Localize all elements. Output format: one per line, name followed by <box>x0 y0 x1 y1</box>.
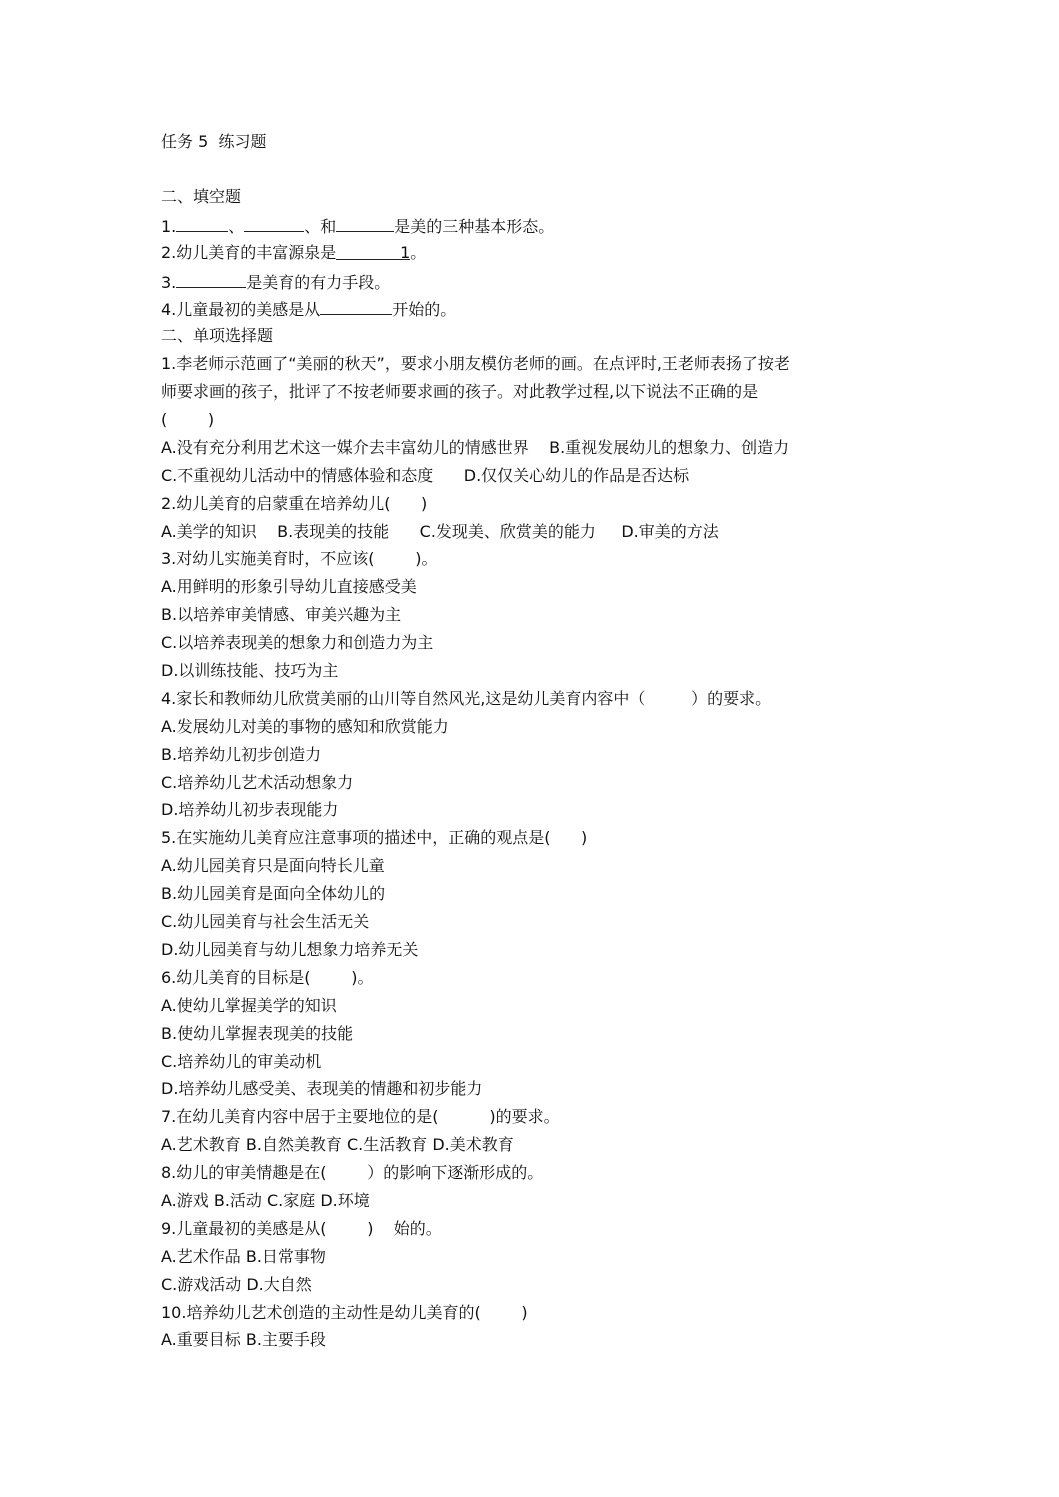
question-line: A.幼儿园美育只是面向特长儿童 <box>161 856 385 876</box>
fill-question-1 <box>161 211 921 239</box>
fill-q4-end: 开始的。 <box>392 300 457 320</box>
fill-question-4 <box>161 294 921 322</box>
question-line: 6.幼儿美育的目标是( )。 <box>161 967 374 987</box>
fill-question-3 <box>161 267 921 295</box>
document-page <box>161 128 921 1354</box>
question-line: C.以培养表现美的想象力和创造力为主 <box>161 633 434 653</box>
blank-line <box>176 211 228 232</box>
question-line: A.重要目标 B.主要手段 <box>161 1330 326 1350</box>
question-line: D.培养幼儿初步表现能力 <box>161 800 339 820</box>
fill-question-2 <box>161 239 921 267</box>
question-line: C.培养幼儿的审美动机 <box>161 1051 322 1071</box>
document-title: 任务 5 练习题 <box>161 132 267 151</box>
fill-q1-separator: 、 <box>228 216 245 236</box>
question-line: C.幼儿园美育与社会生活无关 <box>161 912 370 932</box>
question-line: C.培养幼儿艺术活动想象力 <box>161 772 354 792</box>
question-line: A.美学的知识 B.表现美的技能 C.发现美、欣赏美的能力 D.审美的方法 <box>161 521 719 541</box>
question-line: 7.在幼儿美育内容中居于主要地位的是( )的要求。 <box>161 1107 560 1127</box>
choice-question-list <box>161 350 921 1354</box>
question-line: A.艺术教育 B.自然美教育 C.生活教育 D.美术教育 <box>161 1135 514 1155</box>
fill-q3-number: 3. <box>161 272 177 292</box>
question-line: 1.李老师示范画了“美丽的秋天”，要求小朋友模仿老师的画。在点评时,王老师表扬了按老 <box>161 354 790 374</box>
question-line: 5.在实施幼儿美育应注意事项的描述中，正确的观点是( ) <box>161 828 588 848</box>
blank-line <box>320 294 392 315</box>
question-line: D.幼儿园美育与幼儿想象力培养无关 <box>161 939 419 959</box>
blank-line <box>244 211 304 232</box>
question-line: ( ) <box>161 410 215 430</box>
question-line: A.发展幼儿对美的事物的感知和欣赏能力 <box>161 716 449 736</box>
question-line: A.用鲜明的形象引导幼儿直接感受美 <box>161 577 417 597</box>
fill-q3-text: 是美育的有力手段。 <box>246 272 391 292</box>
question-line: C.游戏活动 D.大自然 <box>161 1274 312 1294</box>
fill-q2-text: 2.幼儿美育的丰富源泉是 <box>161 242 337 262</box>
blank-line <box>336 211 394 232</box>
question-line: B.使幼儿掌握表现美的技能 <box>161 1023 354 1043</box>
fill-q1-number: 1. <box>161 216 177 236</box>
section-heading-choice: 二、单项选择题 <box>161 326 274 346</box>
question-line: 3.对幼儿实施美育时，不应该( )。 <box>161 549 438 569</box>
question-line: D.以训练技能、技巧为主 <box>161 661 339 681</box>
blank-footnote-mark: 1 <box>400 242 411 262</box>
fill-q2-end: 。 <box>410 242 427 262</box>
question-line: B.幼儿园美育是面向全体幼儿的 <box>161 884 386 904</box>
question-line: 9.儿童最初的美感是从( ) 始的。 <box>161 1218 442 1238</box>
question-line: D.培养幼儿感受美、表现美的情趣和初步能力 <box>161 1079 483 1099</box>
fill-q1-separator-and: 、和 <box>304 216 337 236</box>
question-line: C.不重视幼儿活动中的情感体验和态度 D.仅仅关心幼儿的作品是否达标 <box>161 465 690 485</box>
fill-q1-text: 是美的三种基本形态。 <box>394 216 555 236</box>
section-heading-fill: 二、填空题 <box>161 186 242 206</box>
question-line: A.艺术作品 B.日常事物 <box>161 1246 326 1266</box>
question-line: B.培养幼儿初步创造力 <box>161 744 322 764</box>
question-line: 2.幼儿美育的启蒙重在培养幼儿( ) <box>161 493 428 513</box>
blank-line <box>336 239 410 260</box>
question-line: A.游戏 B.活动 C.家庭 D.环境 <box>161 1190 370 1210</box>
question-line: A.使幼儿掌握美学的知识 <box>161 995 337 1015</box>
question-line: 10.培养幼儿艺术创造的主动性是幼儿美育的( ) <box>161 1302 528 1322</box>
question-line: 师要求画的孩子，批评了不按老师要求画的孩子。对此教学过程,以下说法不正确的是 <box>161 382 759 402</box>
question-line: 4.家长和教师幼儿欣赏美丽的山川等自然风光,这是幼儿美育内容中（ ）的要求。 <box>161 688 772 708</box>
question-line: B.以培养审美情感、审美兴趣为主 <box>161 605 402 625</box>
question-line: 8.幼儿的审美情趣是在( ）的影响下逐渐形成的。 <box>161 1163 544 1183</box>
fill-q4-text: 4.儿童最初的美感是从 <box>161 300 321 320</box>
blank-line <box>176 267 246 288</box>
question-line: A.没有充分利用艺术这一媒介去丰富幼儿的情感世界 B.重视发展幼儿的想象力、创造力 <box>161 437 790 457</box>
